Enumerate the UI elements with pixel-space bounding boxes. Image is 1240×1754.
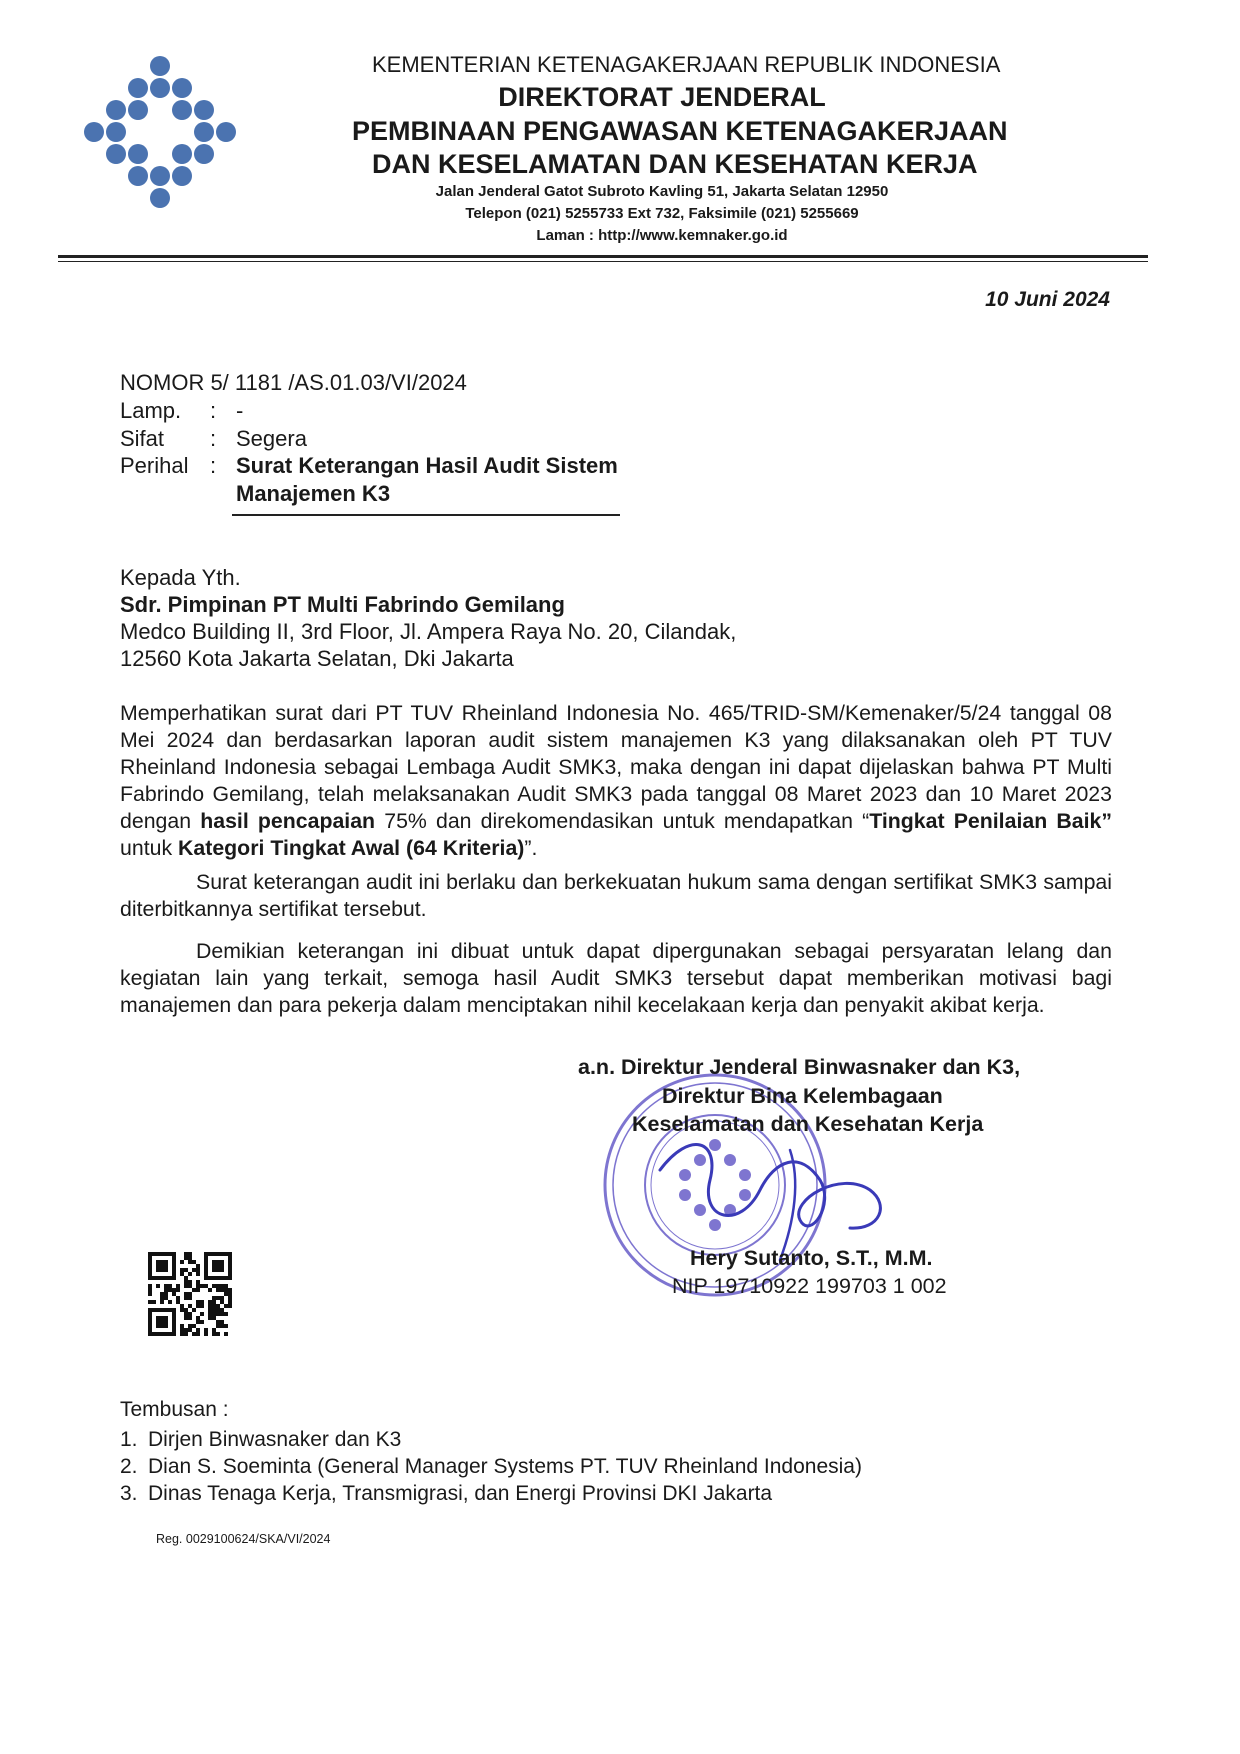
qr-module xyxy=(168,1300,172,1304)
qr-module xyxy=(188,1292,192,1296)
p1-text: 75% dan direkomendasikan untuk mendapatkan “ xyxy=(375,809,870,833)
qr-module xyxy=(204,1332,208,1336)
qr-module xyxy=(188,1284,192,1288)
nature-label: Sifat xyxy=(120,426,165,451)
logo-dot xyxy=(194,144,214,164)
qr-module xyxy=(180,1304,184,1308)
qr-module xyxy=(216,1288,220,1292)
qr-module xyxy=(184,1268,188,1272)
qr-module xyxy=(208,1312,212,1316)
cc-item-text: Dinas Tenaga Kerja, Transmigrasi, dan Energi Provinsi DKI Jakarta xyxy=(148,1482,773,1505)
qr-module xyxy=(184,1284,188,1288)
qr-module xyxy=(192,1268,196,1272)
qr-module xyxy=(216,1284,220,1288)
qr-module xyxy=(184,1332,188,1336)
letter-date: 10 Juni 2024 xyxy=(985,288,1110,311)
qr-module xyxy=(208,1288,212,1292)
qr-module xyxy=(208,1300,212,1304)
body-paragraph-2: Surat keterangan audit ini berlaku dan berkekuatan hukum sama dengan sertifikat SMK3 sampai diterbitkannya sertifikat tersebut. xyxy=(120,870,1112,921)
qr-module xyxy=(176,1288,180,1292)
qr-module xyxy=(196,1304,200,1308)
qr-module xyxy=(204,1252,232,1256)
qr-module xyxy=(148,1284,152,1288)
signatory-title-line2: Keselamatan dan Kesehatan Kerja xyxy=(632,1112,984,1136)
body-paragraph-3: Demikian keterangan ini dibuat untuk dapat dipergunakan sebagai persyaratan lelang dan kegiatan lain yang terkait, semoga hasil Audit SMK3 tersebut dapat memberikan motivasi bagi manajemen dan para pekerja dalam menciptakan nihil kecelakaan kerja dan penyakit akibat kerja. xyxy=(120,939,1112,1017)
qr-module xyxy=(188,1260,192,1264)
p1-text: untuk xyxy=(120,836,179,860)
qr-module xyxy=(160,1292,164,1296)
signatory-title-line1: Direktur Bina Kelembagaan xyxy=(662,1084,943,1108)
qr-module xyxy=(188,1272,192,1276)
qr-module xyxy=(180,1260,184,1264)
qr-module xyxy=(180,1268,184,1272)
qr-module xyxy=(184,1276,188,1280)
qr-module xyxy=(148,1292,152,1296)
qr-module xyxy=(148,1308,152,1336)
qr-module xyxy=(160,1296,164,1300)
qr-module xyxy=(172,1292,176,1296)
letterhead-address: Jalan Jenderal Gatot Subroto Kavling 51, Jakarta Selatan 12950 xyxy=(435,183,889,200)
qr-module xyxy=(180,1332,184,1336)
qr-module xyxy=(216,1332,220,1336)
qr-module xyxy=(156,1260,168,1272)
qr-module xyxy=(212,1296,216,1300)
qr-module xyxy=(196,1264,200,1268)
logo-dot xyxy=(216,122,236,142)
subject-label: Perihal xyxy=(120,453,189,478)
qr-module xyxy=(156,1284,160,1288)
qr-module xyxy=(216,1324,220,1328)
cc-item-text: Dirjen Binwasnaker dan K3 xyxy=(148,1428,402,1451)
logo-dot xyxy=(194,100,214,120)
qr-module xyxy=(228,1288,232,1292)
qr-module xyxy=(220,1320,224,1324)
qr-module xyxy=(188,1296,192,1300)
logo-dot xyxy=(150,188,170,208)
nature-value: Segera xyxy=(236,426,307,451)
p1-text: ”. xyxy=(524,836,538,860)
qr-module xyxy=(176,1296,180,1300)
logo-dot xyxy=(106,100,126,120)
qr-module xyxy=(216,1312,220,1316)
attachment-label: Lamp. xyxy=(120,398,182,423)
cc-item xyxy=(120,1426,862,1453)
logo-dot xyxy=(128,100,148,120)
recipient-name: Sdr. Pimpinan PT Multi Fabrindo Gemilang xyxy=(120,592,565,617)
subject-underline xyxy=(232,514,620,516)
attachment-value: - xyxy=(236,398,244,423)
qr-module xyxy=(212,1332,216,1336)
qr-module xyxy=(196,1280,200,1284)
qr-module xyxy=(192,1324,196,1328)
qr-module xyxy=(188,1328,192,1332)
subject-value-line2: Manajemen K3 xyxy=(236,481,391,506)
logo-dot xyxy=(128,144,148,164)
cc-item-number: 1. xyxy=(120,1428,138,1451)
kemnaker-logo-icon xyxy=(80,56,240,216)
qr-module xyxy=(168,1288,172,1292)
nature-row xyxy=(120,426,307,452)
qr-module xyxy=(216,1296,220,1300)
letterhead-website: Laman : http://www.kemnaker.go.id xyxy=(536,227,788,244)
qr-module xyxy=(208,1308,212,1312)
qr-module xyxy=(200,1300,204,1304)
logo-dot xyxy=(128,166,148,186)
qr-module xyxy=(172,1288,176,1292)
qr-module xyxy=(224,1292,228,1296)
qr-module xyxy=(220,1288,224,1292)
colon: : xyxy=(210,398,217,423)
cc-item-text: Dian S. Soeminta (General Manager Systems PT. TUV Rheinland Indonesia) xyxy=(148,1455,862,1478)
cc-item xyxy=(120,1480,862,1507)
logo-dot xyxy=(84,122,104,142)
p1-bold-achievement: hasil pencapaian xyxy=(200,809,376,833)
qr-module xyxy=(212,1260,224,1272)
logo-dot xyxy=(172,144,192,164)
subject-row xyxy=(120,453,618,479)
p1-text: Memperhatikan surat dari PT TUV Rheinland Indonesia No. 465/TRID-SM/Kemenaker/5/24 tanggal 08 Mei 2024 dan berdasarkan laporan audit sistem manajemen K3 yang dilaksanakan oleh PT TUV Rheinland Indonesia sebagai Lembaga Audit SMK3, maka dengan ini dapat dijelaskan bahwa PT Multi Fabrindo Gemilang, telah melaksanakan Audit SMK3 pada tanggal 08 Maret 2023 dan 10 Maret 2023 dengan xyxy=(120,701,1112,833)
qr-module xyxy=(216,1308,220,1312)
recipient-greeting: Kepada Yth. xyxy=(120,565,241,590)
qr-module xyxy=(164,1288,168,1292)
qr-module xyxy=(148,1252,152,1280)
qr-module xyxy=(188,1280,192,1284)
cc-heading: Tembusan : xyxy=(120,1398,229,1421)
qr-module xyxy=(164,1284,168,1288)
qr-module xyxy=(196,1332,200,1336)
qr-module xyxy=(228,1304,232,1308)
qr-module xyxy=(184,1316,188,1320)
qr-module xyxy=(196,1272,200,1276)
qr-module xyxy=(196,1300,200,1304)
logo-dot xyxy=(106,122,126,142)
logo-dot xyxy=(172,166,192,186)
qr-module xyxy=(196,1284,200,1288)
qr-module xyxy=(212,1328,216,1332)
qr-module xyxy=(164,1292,168,1296)
colon: : xyxy=(210,426,217,451)
qr-module xyxy=(212,1300,216,1304)
qr-module xyxy=(228,1300,232,1304)
qr-module xyxy=(220,1296,224,1300)
qr-module xyxy=(216,1320,220,1324)
qr-module xyxy=(224,1312,228,1316)
qr-module xyxy=(204,1328,208,1332)
qr-module xyxy=(160,1300,164,1304)
logo-dot xyxy=(128,78,148,98)
qr-module xyxy=(180,1328,184,1332)
qr-module xyxy=(180,1272,184,1276)
qr-module xyxy=(196,1328,200,1332)
qr-module xyxy=(196,1320,200,1324)
qr-module xyxy=(204,1276,232,1280)
qr-module xyxy=(180,1324,184,1328)
qr-module xyxy=(224,1284,228,1288)
qr-module xyxy=(228,1252,232,1280)
qr-module xyxy=(200,1284,204,1288)
logo-dot xyxy=(172,100,192,120)
qr-module xyxy=(148,1252,176,1256)
qr-module xyxy=(148,1300,152,1304)
registration-number: Reg. 0029100624/SKA/VI/2024 xyxy=(156,1532,331,1546)
qr-module xyxy=(176,1284,180,1288)
qr-module xyxy=(180,1308,184,1312)
qr-module xyxy=(212,1304,216,1308)
qr-module xyxy=(200,1320,204,1324)
letter-number: NOMOR 5/ 1181 /AS.01.03/VI/2024 xyxy=(120,370,467,395)
qr-module xyxy=(192,1332,196,1336)
body-paragraph-1 xyxy=(120,700,1112,862)
qr-module xyxy=(220,1284,224,1288)
qr-module xyxy=(228,1292,232,1296)
directorate-title-line3: DAN KESELAMATAN DAN KESEHATAN KERJA xyxy=(372,149,978,179)
qr-module xyxy=(184,1328,188,1332)
qr-module xyxy=(224,1304,228,1308)
qr-module xyxy=(220,1308,224,1312)
qr-module xyxy=(224,1332,228,1336)
qr-module xyxy=(200,1312,204,1316)
qr-module xyxy=(212,1308,216,1312)
signatory-name: Hery Sutanto, S.T., M.M. xyxy=(690,1246,933,1270)
logo-dot xyxy=(150,78,170,98)
qr-module xyxy=(184,1280,188,1284)
qr-module xyxy=(192,1308,196,1312)
qr-module xyxy=(212,1284,216,1288)
letterhead-phone: Telepon (021) 5255733 Ext 732, Faksimile (021) 5255669 xyxy=(465,205,859,222)
qr-module xyxy=(172,1308,176,1336)
qr-module xyxy=(188,1304,192,1308)
p1-bold-category: Kategori Tingkat Awal (64 Kriteria) xyxy=(178,836,525,860)
qr-module xyxy=(220,1300,224,1304)
qr-module xyxy=(184,1296,188,1300)
qr-module xyxy=(184,1292,188,1296)
attachment-row xyxy=(120,398,243,424)
qr-module xyxy=(148,1332,176,1336)
qr-module xyxy=(188,1312,192,1316)
qr-module xyxy=(164,1296,168,1300)
recipient-address-line2: 12560 Kota Jakarta Selatan, Dki Jakarta xyxy=(120,646,514,671)
qr-module xyxy=(184,1308,188,1312)
directorate-title-line1: DIREKTORAT JENDERAL xyxy=(498,82,826,112)
qr-module xyxy=(216,1304,220,1308)
qr-module xyxy=(156,1316,168,1328)
qr-module xyxy=(188,1252,192,1256)
subject-value: Surat Keterangan Hasil Audit Sistem xyxy=(236,453,618,478)
qr-module xyxy=(148,1276,176,1280)
logo-dot xyxy=(194,122,214,142)
cc-item-number: 2. xyxy=(120,1455,138,1478)
qr-module xyxy=(188,1316,192,1320)
cc-item xyxy=(120,1453,862,1480)
qr-module xyxy=(168,1284,172,1288)
qr-module xyxy=(212,1316,216,1320)
qr-module xyxy=(184,1256,188,1260)
qr-module xyxy=(184,1312,188,1316)
qr-module xyxy=(200,1304,204,1308)
logo-dot xyxy=(150,56,170,76)
letterhead-divider xyxy=(58,255,1148,258)
logo-dot xyxy=(150,166,170,186)
recipient-address-line1: Medco Building II, 3rd Floor, Jl. Ampera Raya No. 20, Cilandak, xyxy=(120,619,737,644)
qr-module xyxy=(204,1284,208,1288)
logo-dot xyxy=(106,144,126,164)
signatory-on-behalf: a.n. Direktur Jenderal Binwasnaker dan K3, xyxy=(578,1055,1021,1079)
qr-module xyxy=(148,1288,152,1292)
directorate-title-line2: PEMBINAAN PENGAWASAN KETENAGAKERJAAN xyxy=(352,116,1008,146)
qr-module xyxy=(224,1288,228,1292)
qr-module xyxy=(172,1252,176,1280)
p1-bold-rating: Tingkat Penilaian Baik” xyxy=(869,809,1112,833)
qr-module xyxy=(196,1268,200,1272)
signatory-nip: NIP 19710922 199703 1 002 xyxy=(672,1274,947,1298)
letterhead-divider-thin xyxy=(58,261,1148,262)
qr-module xyxy=(204,1252,208,1280)
qr-module xyxy=(188,1256,192,1260)
qr-module xyxy=(152,1300,156,1304)
qr-module xyxy=(220,1312,224,1316)
cc-list xyxy=(120,1426,862,1507)
colon: : xyxy=(210,453,217,478)
qr-module xyxy=(184,1252,188,1256)
qr-module xyxy=(212,1312,216,1316)
qr-module xyxy=(192,1260,196,1264)
logo-dot xyxy=(172,78,192,98)
qr-code-icon xyxy=(148,1252,232,1336)
qr-module xyxy=(224,1324,228,1328)
qr-module xyxy=(196,1316,200,1320)
qr-module xyxy=(220,1324,224,1328)
qr-module xyxy=(196,1288,200,1292)
qr-module xyxy=(188,1324,192,1328)
qr-module xyxy=(228,1296,232,1300)
qr-module xyxy=(148,1308,176,1312)
qr-module xyxy=(176,1300,180,1304)
ministry-name: KEMENTERIAN KETENAGAKERJAAN REPUBLIK INDONESIA xyxy=(372,52,1001,77)
qr-module xyxy=(192,1288,196,1292)
qr-module xyxy=(208,1316,212,1320)
qr-module xyxy=(208,1304,212,1308)
cc-item-number: 3. xyxy=(120,1482,138,1505)
